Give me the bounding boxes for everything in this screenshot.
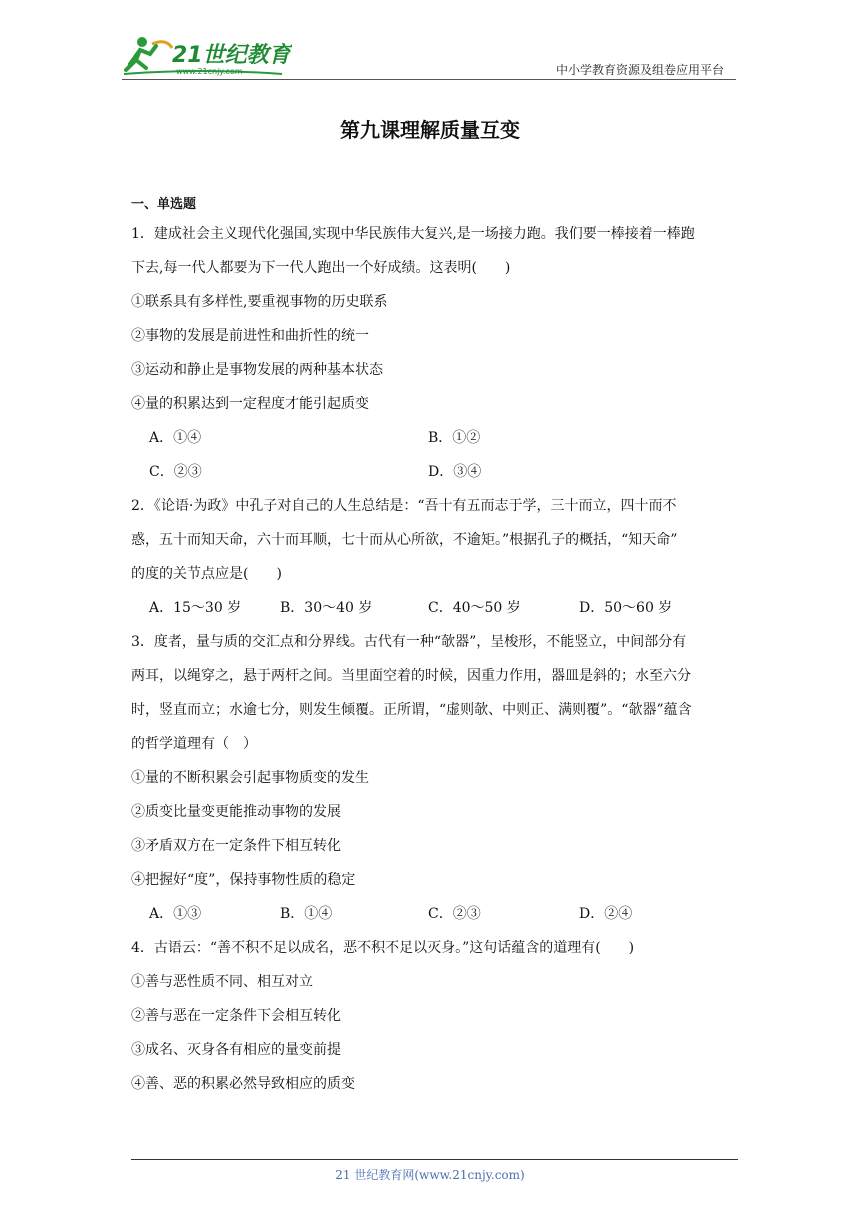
option-a[interactable]: A．①③ xyxy=(149,906,202,922)
statement: ①量的不断积累会引起事物质变的发生 xyxy=(131,770,369,786)
statement: ②善与恶在一定条件下会相互转化 xyxy=(131,1008,341,1024)
question-text: 3．度者，量与质的交汇点和分界线。古代有一种“欹器”，呈梭形，不能竖立，中间部分有 xyxy=(131,634,687,650)
question-text: 的度的关节点应是( ) xyxy=(131,566,282,582)
statement: ①善与恶性质不同、相互对立 xyxy=(131,974,313,990)
svg-text:www.21cnjy.com: www.21cnjy.com xyxy=(176,67,243,76)
options-row xyxy=(131,591,741,625)
options-row xyxy=(131,897,741,931)
question-4 xyxy=(131,931,741,1101)
platform-label: 中小学教育资源及组卷应用平台 xyxy=(555,63,724,77)
section-heading: 一、单选题 xyxy=(131,197,197,212)
option-c[interactable]: C．②③ xyxy=(428,906,481,922)
option-b[interactable]: B．①② xyxy=(428,430,481,446)
question-2 xyxy=(131,489,741,625)
footer-link[interactable]: 21 世纪教育网(www.21cnjy.com) xyxy=(335,1168,525,1182)
statement: ②事物的发展是前进性和曲折性的统一 xyxy=(131,328,369,344)
option-b[interactable]: B．30～40 岁 xyxy=(280,600,373,616)
statement: ②质变比量变更能推动事物的发展 xyxy=(131,804,341,820)
header-divider xyxy=(122,79,736,80)
statement: ④量的积累达到一定程度才能引起质变 xyxy=(131,396,369,412)
option-d[interactable]: D．③④ xyxy=(428,464,482,480)
question-3 xyxy=(131,625,741,931)
site-logo xyxy=(122,34,292,78)
question-text: 2．《论语·为政》中孔子对自己的人生总结是：“吾十有五而志于学，三十而立，四十而不 xyxy=(131,498,677,514)
runner-head xyxy=(137,37,147,47)
options-row xyxy=(131,455,741,489)
statement: ④把握好“度”，保持事物性质的稳定 xyxy=(131,872,356,888)
page-title: 第九课理解质量互变 xyxy=(340,118,520,142)
question-text: 的哲学道理有（ ） xyxy=(131,736,257,752)
question-text: 下去,每一代人都要为下一代人跑出一个好成绩。这表明( ) xyxy=(131,260,511,276)
statement: ③运动和静止是事物发展的两种基本状态 xyxy=(131,362,383,378)
question-text: 时，竖直而立；水逾七分，则发生倾覆。正所谓，“虚则欹、中则正、满则覆”。“欹器”蕴含 xyxy=(131,702,692,718)
footer-divider xyxy=(131,1159,738,1160)
option-c[interactable]: C．②③ xyxy=(149,464,202,480)
option-d[interactable]: D．50～60 岁 xyxy=(579,600,673,616)
statement: ③矛盾双方在一定条件下相互转化 xyxy=(131,838,341,854)
question-text: 两耳，以绳穿之，悬于两杆之间。当里面空着的时候，因重力作用，器皿是斜的；水至六分 xyxy=(131,668,691,684)
question-text: 1．建成社会主义现代化强国,实现中华民族伟大复兴,是一场接力跑。我们要一棒接着一棒跑 xyxy=(131,226,695,242)
question-text: 惑，五十而知天命，六十而耳顺，七十而从心所欲，不逾矩。”根据孔子的概括，“知天命” xyxy=(131,532,678,548)
option-a[interactable]: A．15～30 岁 xyxy=(149,600,242,616)
statement: ③成名、灭身各有相应的量变前提 xyxy=(131,1042,341,1058)
question-1 xyxy=(131,217,741,489)
question-text: 4．古语云：“善不积不足以成名，恶不积不足以灭身。”这句话蕴含的道理有( ) xyxy=(131,940,635,956)
statement: ④善、恶的积累必然导致相应的质变 xyxy=(131,1076,355,1092)
option-b[interactable]: B．①④ xyxy=(280,906,333,922)
option-c[interactable]: C．40～50 岁 xyxy=(428,600,521,616)
question-list xyxy=(131,193,741,1101)
statement: ①联系具有多样性,要重视事物的历史联系 xyxy=(131,294,388,310)
options-row xyxy=(131,421,741,455)
option-a[interactable]: A．①④ xyxy=(149,430,202,446)
svg-text:21世纪教育: 21世纪教育 xyxy=(172,43,291,68)
option-d[interactable]: D．②④ xyxy=(579,906,633,922)
